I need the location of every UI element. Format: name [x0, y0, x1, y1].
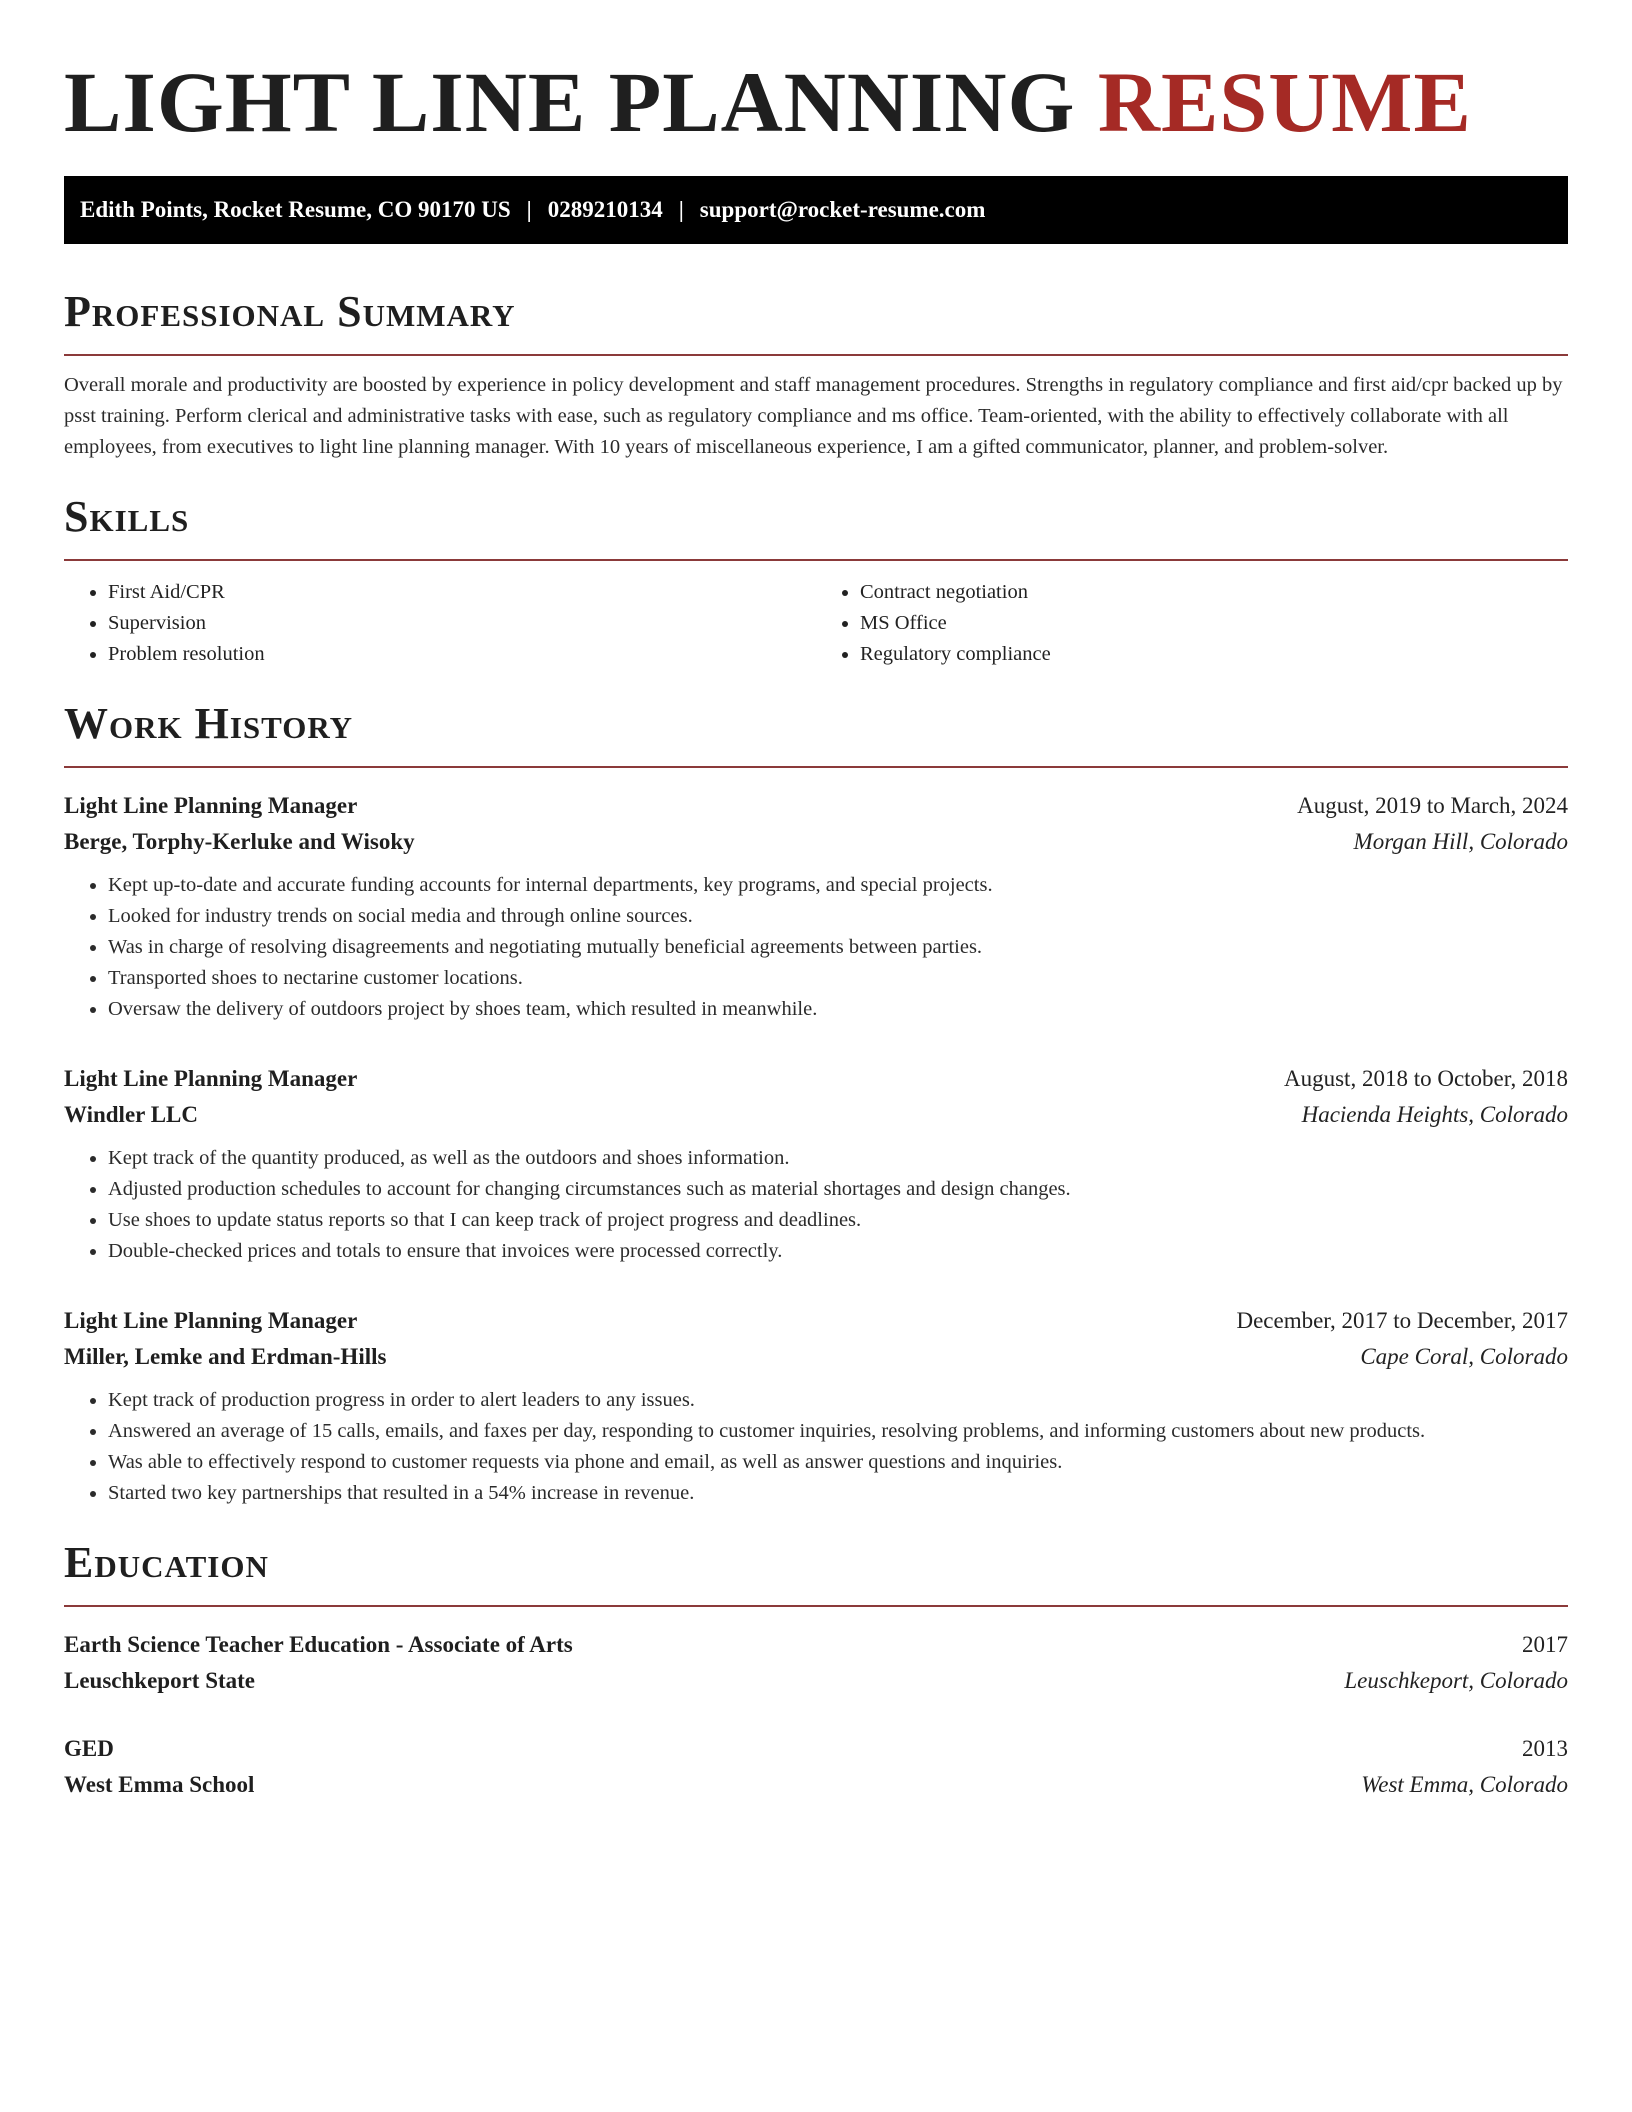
job-bullet: • Started two key partnerships that resulted in a 54% increase in revenue. [108, 1478, 1568, 1509]
summary-section [64, 288, 1568, 463]
job-bullet: • Was in charge of resolving disagreements and negotiating mutually beneficial agreements between parties. [108, 932, 1568, 963]
contact-address: Edith Points, Rocket Resume, CO 90170 US [80, 197, 511, 222]
section-divider [64, 1605, 1568, 1607]
job-location: Hacienda Heights, Colorado [1301, 1102, 1568, 1127]
education-section [64, 1539, 1568, 1803]
job-bullet: • Use shoes to update status reports so that I can keep track of project progress and deadlines. [108, 1205, 1568, 1236]
skill-item: • Contract negotiation [860, 577, 1568, 608]
job-bullets [64, 1143, 1568, 1267]
education-location: West Emma, Colorado [1361, 1772, 1568, 1797]
education-year: 2013 [1522, 1736, 1568, 1761]
title-main: LIGHT LINE PLANNING [64, 54, 1076, 150]
contact-email: support@rocket-resume.com [699, 197, 986, 222]
skill-item: • Problem resolution [108, 639, 816, 670]
job-bullet: • Adjusted production schedules to account for changing circumstances such as material shortages and design changes. [108, 1174, 1568, 1205]
job-bullet: • Answered an average of 15 calls, emails, and faxes per day, responding to customer inquiries, resolving problems, and informing customers about new products. [108, 1416, 1568, 1447]
contact-separator: | [526, 197, 532, 222]
job-bullet: • Transported shoes to nectarine customer locations. [108, 963, 1568, 994]
job-bullet: • Kept track of production progress in order to alert leaders to any issues. [108, 1385, 1568, 1416]
job-bullet: • Looked for industry trends on social media and through online sources. [108, 901, 1568, 932]
skill-item: • Regulatory compliance [860, 639, 1568, 670]
skills-section [64, 493, 1568, 670]
job-title: Light Line Planning Manager [64, 1066, 358, 1091]
job-company: Berge, Torphy-Kerluke and Wisoky [64, 829, 415, 854]
education-heading: Education [64, 1538, 269, 1587]
skill-item: • Supervision [108, 608, 816, 639]
job-company: Miller, Lemke and Erdman-Hills [64, 1344, 387, 1369]
summary-text: Overall morale and productivity are boosted by experience in policy development and staff management procedures. Strengths in regulatory compliance and first aid/cpr backed up by psst training. Perform clerical and administrative tasks with ease, such as regulatory compliance and ms office. Team-oriented, with the ability to effectively collaborate with all employees, from executives to light line planning manager. With 10 years of miscellaneous experience, I am a gifted communicator, planner, and problem-solver. [64, 374, 1563, 458]
job-title: Light Line Planning Manager [64, 1308, 358, 1333]
job-bullets [64, 1385, 1568, 1509]
job-bullets [64, 870, 1568, 1025]
skill-item: • MS Office [860, 608, 1568, 639]
education-year: 2017 [1522, 1632, 1568, 1657]
job-entry [64, 1061, 1568, 1267]
contact-bar [64, 176, 1568, 244]
skills-column-left [64, 577, 816, 670]
job-bullet: • Oversaw the delivery of outdoors project by shoes team, which resulted in meanwhile. [108, 994, 1568, 1025]
job-bullet: • Kept track of the quantity produced, as well as the outdoors and shoes information. [108, 1143, 1568, 1174]
work-section [64, 700, 1568, 1509]
education-school: West Emma School [64, 1772, 255, 1797]
job-title: Light Line Planning Manager [64, 793, 358, 818]
job-dates: August, 2019 to March, 2024 [1297, 793, 1568, 818]
education-school: Leuschkeport State [64, 1668, 256, 1693]
contact-separator: | [678, 197, 684, 222]
summary-heading: Professional Summary [64, 287, 516, 336]
skills-list [64, 577, 1568, 670]
job-entry [64, 1303, 1568, 1509]
section-divider [64, 354, 1568, 356]
job-dates: August, 2018 to October, 2018 [1284, 1066, 1568, 1091]
education-degree: GED [64, 1736, 114, 1761]
title-accent: RESUME [1097, 54, 1472, 150]
job-location: Cape Coral, Colorado [1360, 1344, 1568, 1369]
education-location: Leuschkeport, Colorado [1344, 1668, 1568, 1693]
skills-column-right [816, 577, 1568, 670]
job-bullet: • Kept up-to-date and accurate funding accounts for internal departments, key programs, and special projects. [108, 870, 1568, 901]
section-divider [64, 766, 1568, 768]
job-bullet: • Was able to effectively respond to customer requests via phone and email, as well as answer questions and inquiries. [108, 1447, 1568, 1478]
skill-item: • First Aid/CPR [108, 577, 816, 608]
job-location: Morgan Hill, Colorado [1353, 829, 1568, 854]
education-degree: Earth Science Teacher Education - Associate of Arts [64, 1632, 573, 1657]
contact-phone: 0289210134 [547, 197, 663, 222]
job-entry [64, 788, 1568, 1025]
resume-title [64, 52, 1568, 152]
work-heading: Work History [64, 699, 354, 748]
job-dates: December, 2017 to December, 2017 [1236, 1308, 1568, 1333]
education-entry [64, 1627, 1568, 1699]
section-divider [64, 559, 1568, 561]
skills-heading: Skills [64, 492, 190, 541]
education-entry [64, 1731, 1568, 1803]
job-company: Windler LLC [64, 1102, 198, 1127]
job-bullet: • Double-checked prices and totals to ensure that invoices were processed correctly. [108, 1236, 1568, 1267]
